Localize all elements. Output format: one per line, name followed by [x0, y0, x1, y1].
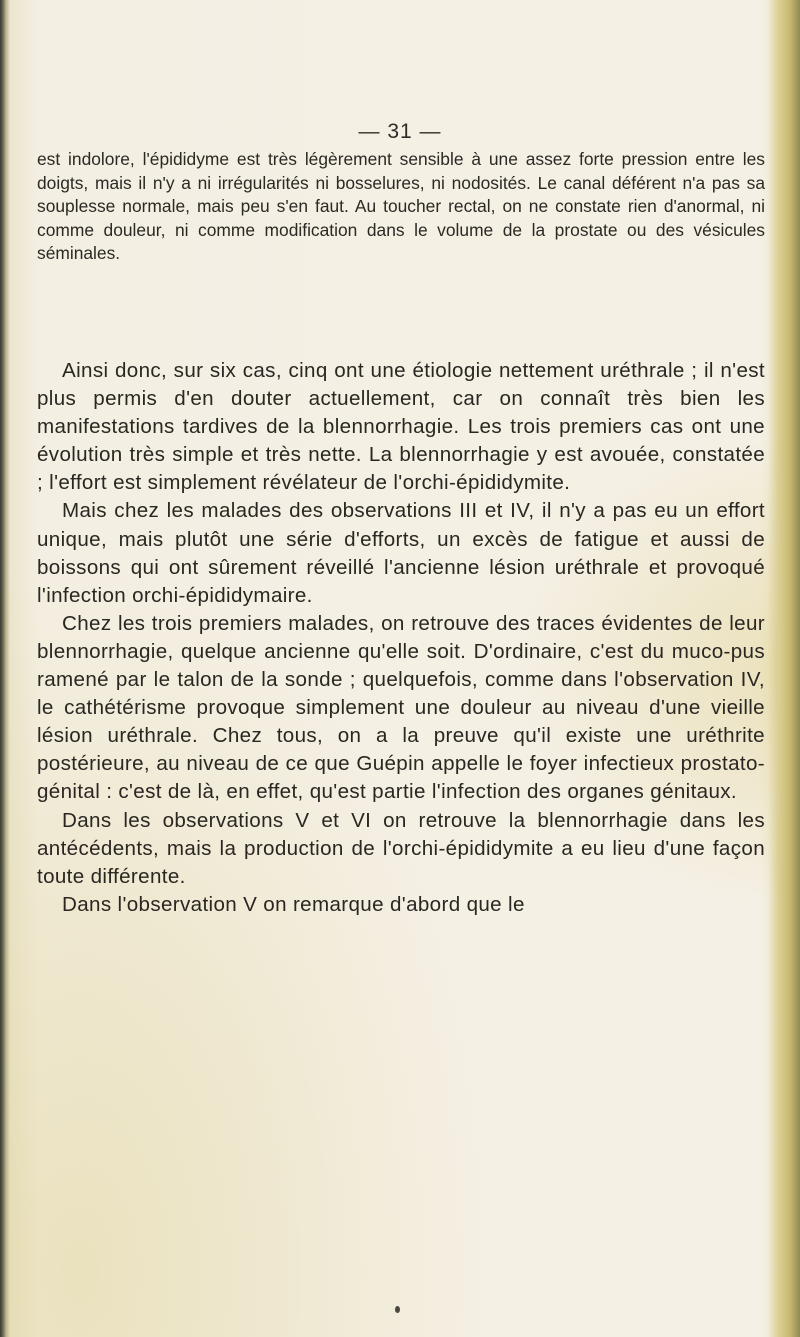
- paragraph-chez-les-trois: Chez les trois premiers malades, on retrouve des traces évidentes de leur blennorrhagie, quelque ancienne qu'elle soit. D'ordinaire, c'est du muco-pus ramené par le talon de la sonde ; quelquefois, comme dans l'observation IV, le cathétérisme provoque simplement une douleur au niveau d'une vieille lésion uréthrale. Chez tous, on a la preuve qu'il existe une uréthrite postérieure, au niveau de ce que Guépin appelle le foyer infectieux prostato-génital : c'est de là, en effet, qu'est partie l'infection des organes génitaux.: [37, 611, 765, 804]
- paragraph-dans-les-observations: Dans les observations V et VI on retrouve la blennorrhagie dans les antécédents, mais la production de l'orchi-épididymite a eu lieu d'une façon toute différente.: [37, 808, 765, 888]
- page-number: — 31 —: [358, 120, 442, 143]
- page-right-edge: [768, 0, 800, 1337]
- paragraph-intro: est indolore, l'épididyme est très légèrement sensible à une assez forte pression entre les doigts, mais il n'y a ni irrégularités ni bosselures, ni nodosités. Le canal déférent n'a pas sa souplesse normale, mais peu s'en faut. Au toucher rectal, on ne constate rien d'anormal, ni comme douleur, ni comme modification dans le volume de la prostate ou des vésicules séminales.: [37, 149, 765, 264]
- main-text-block: [37, 357, 765, 919]
- ink-speck: [395, 1306, 400, 1313]
- page-left-edge: [0, 0, 10, 1337]
- paragraph-mais-chez: Mais chez les malades des observations III et IV, il n'y a pas eu un effort unique, mais plutôt une série d'efforts, un excès de fatigue et aussi de boissons qui ont sûrement réveillé l'ancienne lésion uréthrale et provoqué l'infection orchi-épididymaire.: [37, 499, 765, 607]
- paragraph-dans-observation-v: Dans l'observation V on remarque d'abord que le: [62, 892, 525, 916]
- paragraph-ainsi-donc: Ainsi donc, sur six cas, cinq ont une étiologie nettement uréthrale ; il n'est plus permis d'en douter actuellement, car on connaît très bien les manifestations tardives de la blennorrhagie. Les trois premiers cas ont une évolution très simple et très nette. La blennorrhagie y est avouée, constatée ; l'effort est simplement révélateur de l'orchi-épididymite.: [37, 359, 765, 495]
